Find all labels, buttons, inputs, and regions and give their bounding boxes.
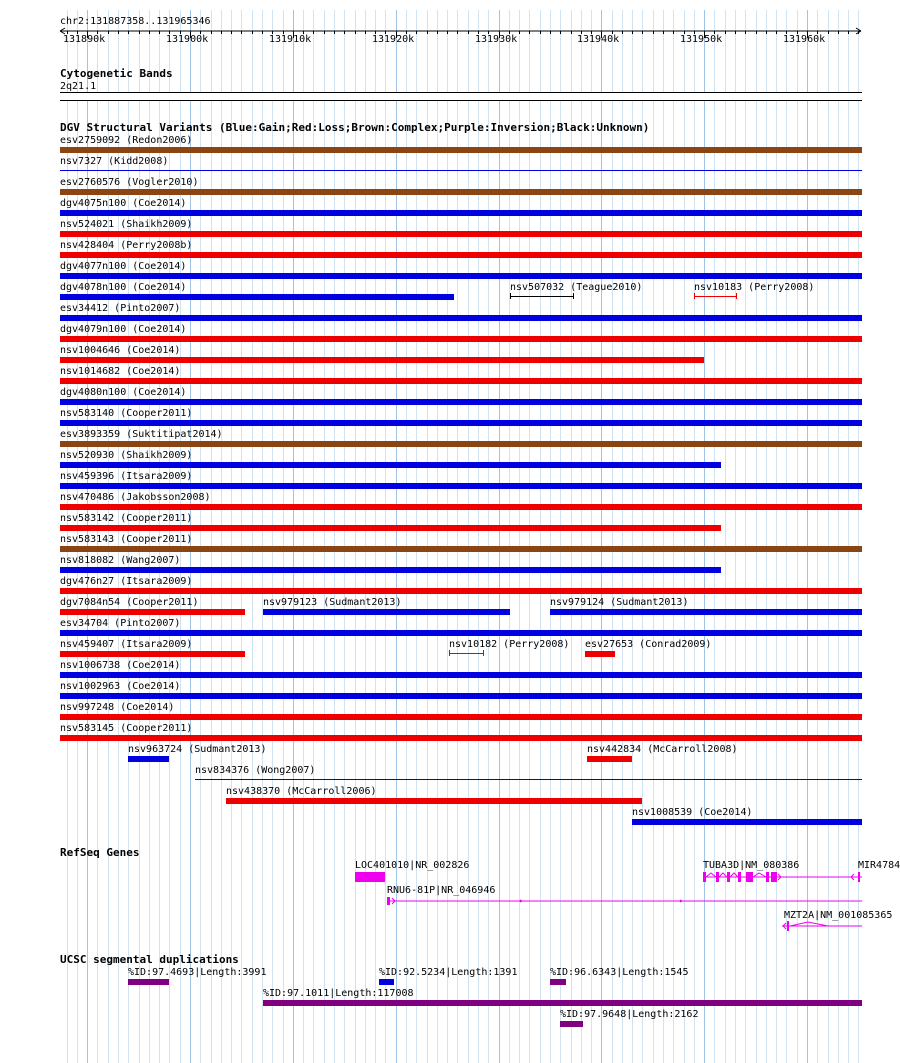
variant-label[interactable]: nsv834376 (Wong2007) [195,765,316,776]
variant-label[interactable]: nsv428404 (Perry2008b) [60,240,193,251]
variant-bar[interactable] [60,420,862,426]
variant-label[interactable]: esv2760576 (Vogler2010) [60,177,199,188]
variant-label[interactable]: dgv4078n100 (Coe2014) [60,282,187,293]
variant-bar[interactable] [60,294,454,300]
variant-label[interactable]: nsv583140 (Cooper2011) [60,408,193,419]
variant-bar[interactable] [60,357,704,363]
variant-bar[interactable] [632,819,862,825]
ruler-tick-label: 131920k [372,34,415,45]
variant-bar[interactable] [60,252,862,258]
variant-bar[interactable] [60,693,862,699]
variant-label[interactable]: nsv507032 (Teague2010) [510,282,643,293]
variant-label[interactable]: dgv4075n100 (Coe2014) [60,198,187,209]
ruler-tick-label: 131950k [680,34,723,45]
segdup-bar[interactable] [560,1021,583,1027]
variant-bar[interactable] [60,441,862,447]
variant-label[interactable]: nsv583142 (Cooper2011) [60,513,193,524]
grid-line [241,10,242,1063]
segdup-label[interactable]: %ID:96.6343|Length:1545 [550,967,689,978]
grid-line [221,10,222,1063]
grid-line [262,10,263,1063]
ruler-tick-label: 131900k [166,34,209,45]
grid-line [200,10,201,1063]
grid-line [365,10,366,1063]
variant-bar[interactable] [60,651,245,657]
variant-bar[interactable] [226,798,642,804]
grid-line [334,10,335,1063]
ruler-tick-label: 131890k [63,34,106,45]
grid-line [375,10,376,1063]
variant-bar[interactable] [60,462,721,468]
variant-bar[interactable] [510,293,574,299]
variant-label[interactable]: nsv10183 (Perry2008) [694,282,815,293]
variant-label[interactable]: nsv1004646 (Coe2014) [60,345,181,356]
variant-label[interactable]: nsv10182 (Perry2008) [449,639,570,650]
variant-label[interactable]: dgv4077n100 (Coe2014) [60,261,187,272]
grid-line [283,10,284,1063]
variant-bar[interactable] [60,546,862,552]
segdup-label[interactable]: %ID:97.9648|Length:2162 [560,1009,699,1020]
variant-label[interactable]: esv2759092 (Redon2006) [60,135,193,146]
variant-bar[interactable] [60,588,862,594]
variant-bar[interactable] [60,672,862,678]
segdup-label[interactable]: %ID:92.5234|Length:1391 [379,967,518,978]
variant-bar[interactable] [128,756,169,762]
grid-line [313,10,314,1063]
variant-label[interactable]: esv34704 (Pinto2007) [60,618,181,629]
variant-label[interactable]: nsv1014682 (Coe2014) [60,366,181,377]
variant-label[interactable]: esv3893359 (Suktitipat2014) [60,429,223,440]
variant-label[interactable]: nsv524021 (Shaikh2009) [60,219,193,230]
gene-label[interactable]: LOC401010|NR_002826 [355,860,470,871]
variant-bar[interactable] [550,609,862,615]
variant-bar[interactable] [60,714,862,720]
grid-line [252,10,253,1063]
variant-label[interactable]: dgv476n27 (Itsara2009) [60,576,193,587]
segdup-label[interactable]: %ID:97.1011|Length:117008 [263,988,414,999]
variant-bar[interactable] [694,293,737,299]
variant-label[interactable]: nsv459407 (Itsara2009) [60,639,193,650]
gene-label[interactable]: TUBA3D|NM_080386 [703,860,800,871]
variant-bar[interactable] [60,399,862,405]
variant-label[interactable]: nsv442834 (McCarroll2008) [587,744,738,755]
grid-line [293,10,294,1063]
grid-line [344,10,345,1063]
cytoband-label: 2q21.1 [60,81,97,92]
variant-bar[interactable] [60,483,862,489]
gene-mzt2a[interactable] [778,919,862,933]
variant-label[interactable]: nsv963724 (Sudmant2013) [128,744,267,755]
variant-bar[interactable] [449,650,484,656]
variant-bar[interactable] [60,525,721,531]
variant-label[interactable]: dgv4079n100 (Coe2014) [60,324,187,335]
grid-line [355,10,356,1063]
variant-label[interactable]: esv34412 (Pinto2007) [60,303,181,314]
grid-line [272,10,273,1063]
variant-bar[interactable] [195,779,862,780]
variant-bar[interactable] [263,609,510,615]
variant-bar[interactable] [60,189,862,195]
variant-bar[interactable] [60,273,862,279]
variant-label[interactable]: nsv979124 (Sudmant2013) [550,597,689,608]
segdup-label[interactable]: %ID:97.4693|Length:3991 [128,967,267,978]
variant-label[interactable]: nsv7327 (Kidd2008) [60,156,169,167]
region-label: chr2:131887358..131965346 [60,16,211,27]
variant-bar[interactable] [60,630,862,636]
variant-bar[interactable] [60,567,721,573]
cytogenetic-title: Cytogenetic Bands [60,67,173,80]
ruler-tick-label: 131940k [577,34,620,45]
variant-label[interactable]: dgv4080n100 (Coe2014) [60,387,187,398]
variant-label[interactable]: nsv520930 (Shaikh2009) [60,450,193,461]
variant-bar[interactable] [60,336,862,342]
ruler-tick-label: 131960k [783,34,826,45]
variant-label[interactable]: nsv1006738 (Coe2014) [60,660,181,671]
variant-label[interactable]: nsv997248 (Coe2014) [60,702,175,713]
grid-line [324,10,325,1063]
variant-bar[interactable] [585,651,615,657]
refseq-track-title: RefSeq Genes [60,846,140,859]
dgv-track-title: DGV Structural Variants (Blue:Gain;Red:Loss;Brown:Complex;Purple:Inversion;Black:Unknown) [60,121,650,134]
variant-label[interactable]: dgv7084n54 (Cooper2011) [60,597,199,608]
variant-label[interactable]: nsv979123 (Sudmant2013) [263,597,402,608]
variant-label[interactable]: esv27653 (Conrad2009) [585,639,712,650]
variant-bar[interactable] [60,210,862,216]
variant-bar[interactable] [60,170,862,171]
ruler-tick-label: 131930k [475,34,518,45]
segdup-track-title: UCSC segmental duplications [60,953,239,966]
variant-label[interactable]: nsv459396 (Itsara2009) [60,471,193,482]
grid-line [211,10,212,1063]
variant-bar[interactable] [60,735,862,741]
grid-line [303,10,304,1063]
variant-bar[interactable] [60,504,862,510]
variant-label[interactable]: nsv583143 (Cooper2011) [60,534,193,545]
variant-bar[interactable] [60,378,862,384]
grid-line [231,10,232,1063]
variant-bar[interactable] [60,147,862,153]
segdup-bar[interactable] [128,979,169,985]
segdup-bar[interactable] [263,1000,862,1006]
gene-loc401010[interactable] [355,872,385,882]
gene-label[interactable]: MIR4784 [858,860,900,871]
gene-label[interactable]: RNU6-81P|NR_046946 [387,885,496,896]
ruler-tick-label: 131910k [269,34,312,45]
variant-label[interactable]: nsv1008539 (Coe2014) [632,807,753,818]
gene-label[interactable]: MZT2A|NM_001085365 [784,910,893,921]
variant-label[interactable]: nsv1002963 (Coe2014) [60,681,181,692]
variant-bar[interactable] [60,315,862,321]
gene-mir4784[interactable] [848,870,862,884]
variant-bar[interactable] [60,609,245,615]
variant-bar[interactable] [60,231,862,237]
variant-label[interactable]: nsv583145 (Cooper2011) [60,723,193,734]
variant-label[interactable]: nsv438370 (McCarroll2006) [226,786,377,797]
cytoband-bar[interactable] [60,92,862,101]
variant-bar[interactable] [587,756,632,762]
variant-label[interactable]: nsv470486 (Jakobsson2008) [60,492,211,503]
gene-rnu6-81p[interactable] [380,893,870,909]
segdup-bar[interactable] [379,979,394,985]
segdup-bar[interactable] [550,979,566,985]
variant-label[interactable]: nsv818082 (Wang2007) [60,555,181,566]
gene-tuba3d[interactable] [700,868,862,886]
